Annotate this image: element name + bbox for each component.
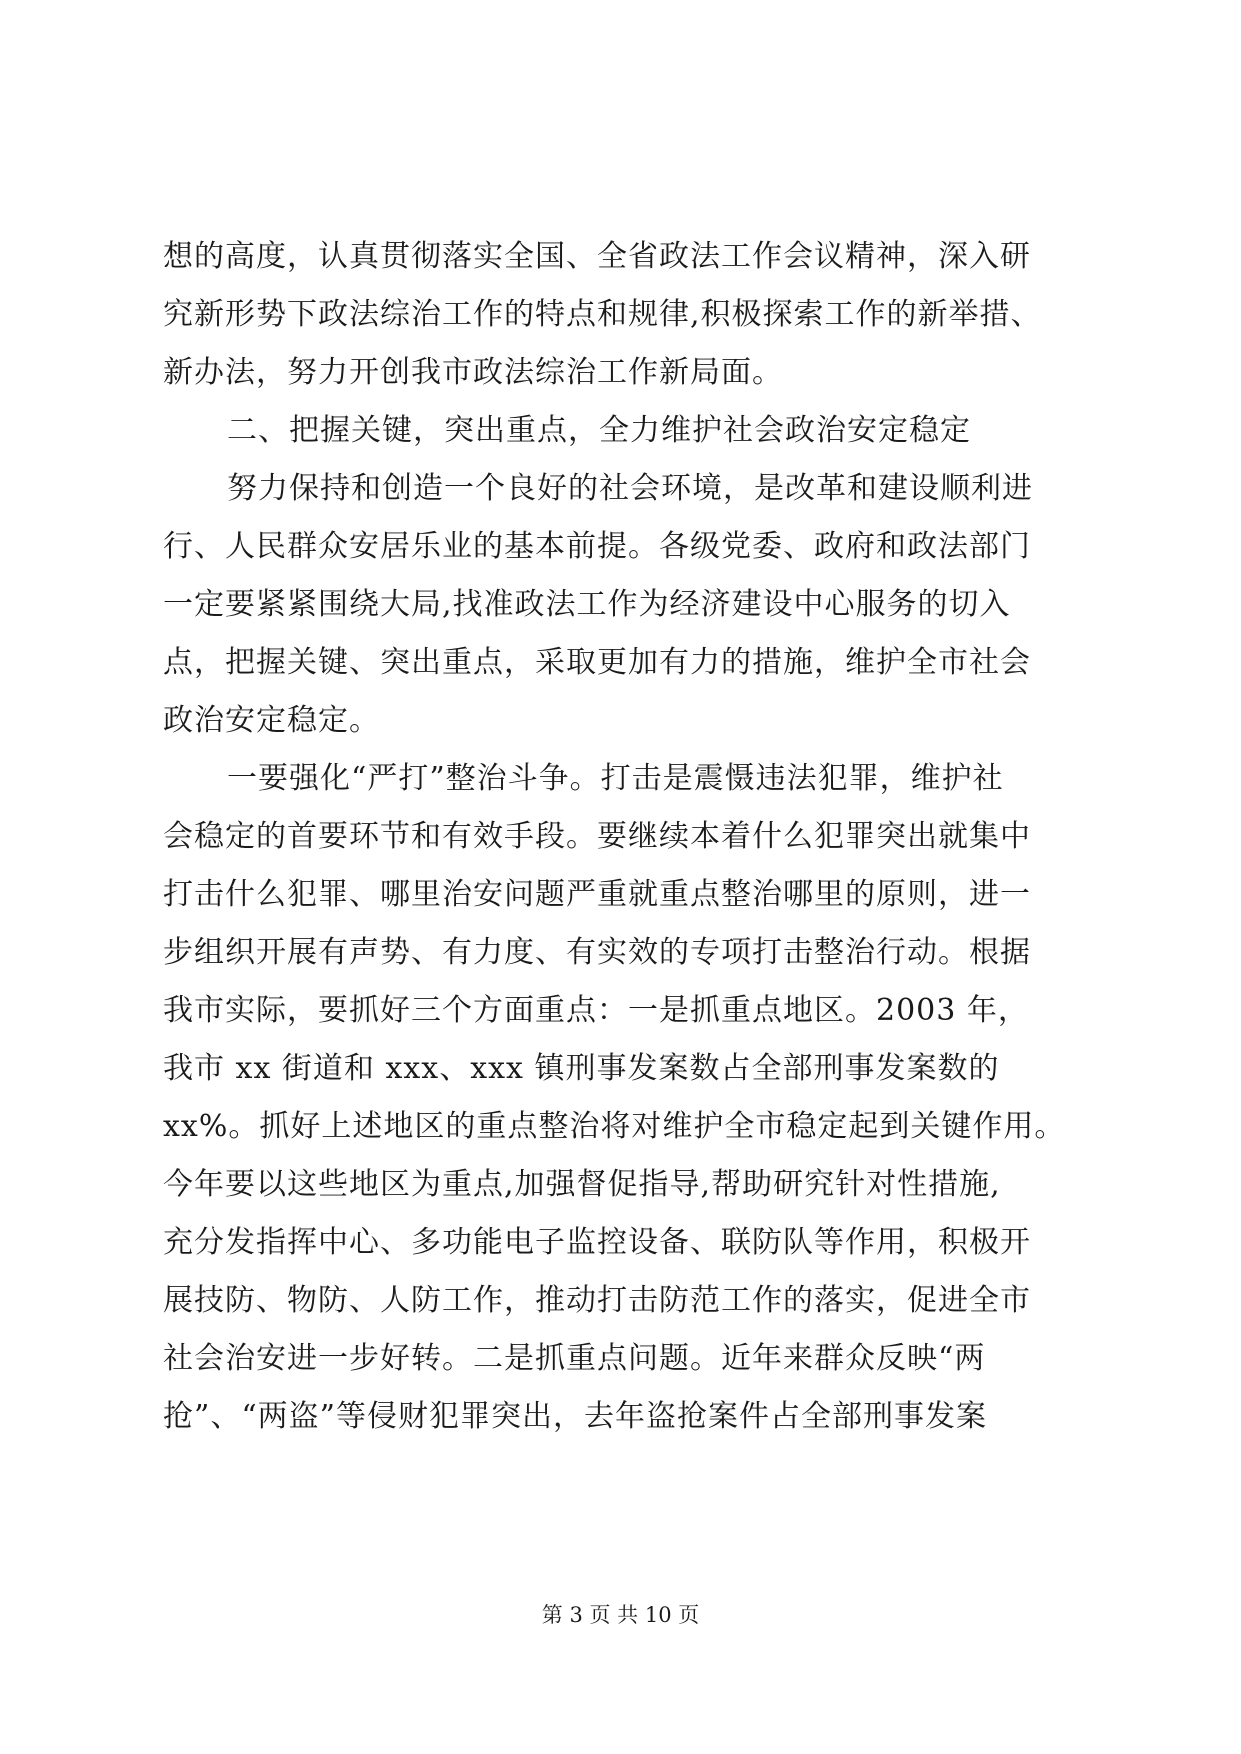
text-line: 会稳定的首要环节和有效手段。要继续本着什么犯罪突出就集中 [163, 819, 1031, 854]
text-line: 行、人民群众安居乐业的基本前提。各级党委、政府和政法部门 [163, 529, 1031, 564]
text-line: 我市 xx 街道和 xxx、xxx 镇刑事发案数占全部刑事发案数的 [163, 1051, 1000, 1086]
text-line: 想的高度，认真贯彻落实全国、全省政法工作会议精神，深入研 [163, 239, 1031, 274]
section-heading: 二、把握关键，突出重点，全力维护社会政治安定稳定 [227, 413, 971, 448]
text-line: 抢”、“两盗”等侵财犯罪突出，去年盗抢案件占全部刑事发案 [163, 1399, 988, 1434]
text-line: 展技防、物防、人防工作，推动打击防范工作的落实，促进全市 [163, 1283, 1031, 1318]
document-body [163, 228, 1123, 1446]
page-number-footer: 第 3 页 共 10 页 [541, 1603, 700, 1627]
text-line: 一定要紧紧围绕大局,找准政法工作为经济建设中心服务的切入 [163, 587, 1011, 622]
text-line: 新办法，努力开创我市政法综治工作新局面。 [163, 355, 783, 390]
text-line: 今年要以这些地区为重点,加强督促指导,帮助研究针对性措施, [163, 1167, 1001, 1202]
text-line: 打击什么犯罪、哪里治安问题严重就重点整治哪里的原则，进一 [163, 877, 1031, 912]
text-line: 我市实际，要抓好三个方面重点：一是抓重点地区。2003 年， [163, 993, 1029, 1028]
text-line: xx%。抓好上述地区的重点整治将对维护全市稳定起到关键作用。 [163, 1109, 1066, 1144]
text-line: 一要强化“严打”整治斗争。打击是震慑违法犯罪，维护社 [227, 761, 1004, 796]
text-line: 步组织开展有声势、有力度、有实效的专项打击整治行动。根据 [163, 935, 1031, 970]
text-line: 究新形势下政法综治工作的特点和规律,积极探索工作的新举措、 [163, 297, 1042, 332]
text-line: 社会治安进一步好转。二是抓重点问题。近年来群众反映“两 [163, 1341, 986, 1376]
text-line: 政治安定稳定。 [163, 703, 380, 738]
text-line: 努力保持和创造一个良好的社会环境，是改革和建设顺利进 [227, 471, 1033, 506]
text-line: 充分发指挥中心、多功能电子监控设备、联防队等作用，积极开 [163, 1225, 1031, 1260]
text-line: 点，把握关键、突出重点，采取更加有力的措施，维护全市社会 [163, 645, 1031, 680]
